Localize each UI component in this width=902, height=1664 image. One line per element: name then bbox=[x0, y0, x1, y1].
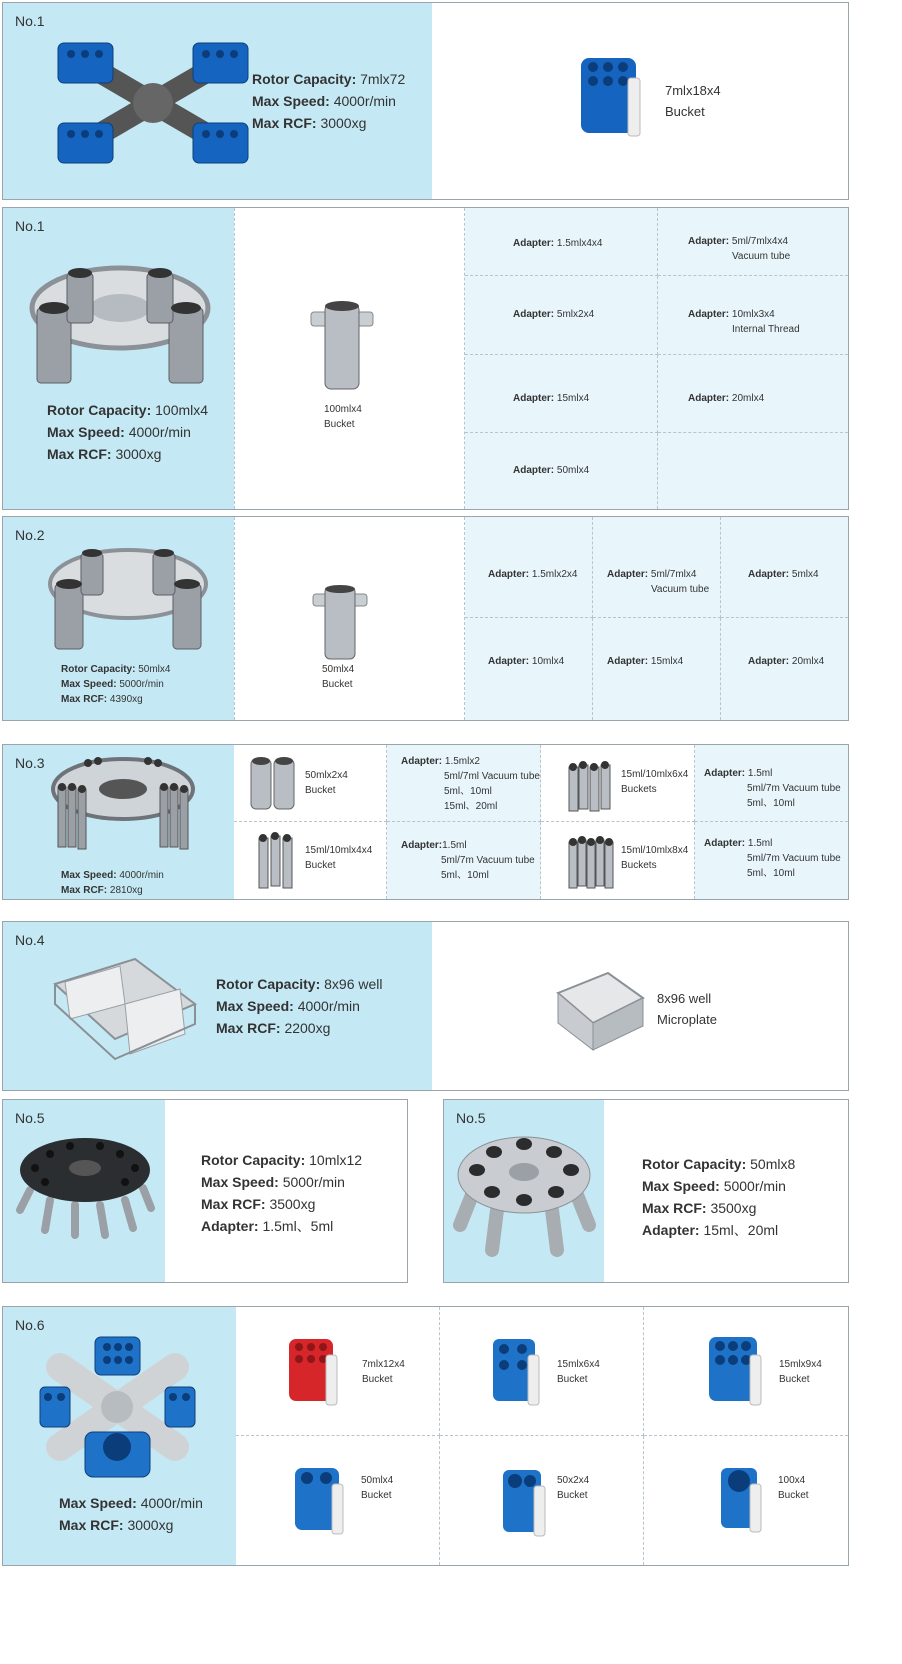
spec-rcf: Max RCF: 4390xg bbox=[61, 694, 143, 705]
adapter-label: Adapter: 1.5mlx2x4 bbox=[488, 569, 578, 580]
bucket-cell bbox=[541, 745, 695, 822]
blue-bucket-image bbox=[500, 1466, 548, 1538]
rotor-specs bbox=[59, 1492, 203, 1536]
adapter-label: Adapter: 1.5ml 5ml/7m Vacuum tube 5ml、10ml bbox=[704, 768, 841, 809]
rotor-section-4 bbox=[2, 744, 849, 900]
double-tube-bucket-image bbox=[248, 755, 298, 811]
multi-tube-bucket-image bbox=[567, 757, 613, 813]
bucket-caption: 100x4 Bucket bbox=[778, 1475, 809, 1501]
bucket-caption: 15mlx9x4 Bucket bbox=[779, 1359, 822, 1385]
adapter-cell bbox=[465, 433, 658, 509]
adapter-label: Adapter: 10mlx3x4 Internal Thread bbox=[688, 309, 800, 335]
blue-bucket-image bbox=[706, 1333, 764, 1407]
spec-capacity: Rotor Capacity: 50mlx4 bbox=[61, 664, 171, 675]
bucket-caption: 7mlx18x4 Bucket bbox=[665, 83, 721, 119]
red-bucket-image bbox=[286, 1335, 341, 1407]
adapter-cell bbox=[465, 276, 658, 355]
rotor-section-5 bbox=[2, 921, 849, 1091]
rotor-number: No.1 bbox=[15, 13, 45, 29]
rotor-info-panel bbox=[3, 3, 432, 199]
bucket-cell bbox=[236, 1436, 440, 1565]
spec-rcf: Max RCF: 3500xg bbox=[642, 1200, 757, 1216]
bucket-cell bbox=[644, 1436, 848, 1565]
rotor-section-6b bbox=[443, 1099, 849, 1283]
plate-caption: 8x96 well Microplate bbox=[657, 991, 717, 1027]
spec-speed: Max Speed: 4000r/min bbox=[59, 1495, 203, 1511]
rotor-info-panel bbox=[3, 208, 234, 509]
bucket-caption: 7mlx12x4 Bucket bbox=[362, 1359, 405, 1385]
adapter-cell bbox=[721, 517, 848, 618]
adapter-cell bbox=[658, 276, 848, 355]
spec-speed: Max Speed: 4000r/min bbox=[252, 93, 396, 109]
rotor-specs bbox=[252, 68, 405, 134]
spec-rcf: Max RCF: 3000xg bbox=[252, 115, 367, 131]
bucket-caption: 50mlx2x4 Bucket bbox=[305, 770, 348, 796]
adapter-label: Adapter: 10mlx4 bbox=[488, 656, 565, 667]
multi-tube-bucket-image bbox=[256, 830, 296, 890]
microplate-rotor-image bbox=[45, 944, 205, 1074]
adapter-label: Adapter:1.5ml 5ml/7m Vacuum tube 5ml、10ml bbox=[401, 840, 535, 881]
adapter-label: Adapter: 5mlx2x4 bbox=[513, 309, 595, 320]
rotor-section-1 bbox=[2, 2, 849, 200]
multi-tube-bucket-image bbox=[567, 832, 619, 890]
rotor-section-3 bbox=[2, 516, 849, 721]
angle-rotor-image bbox=[15, 1130, 155, 1250]
rotor-section-7 bbox=[2, 1306, 849, 1566]
adapter-cell bbox=[465, 208, 658, 276]
adapter-label: Adapter: 5mlx4 bbox=[748, 569, 819, 580]
bucket-cell bbox=[234, 745, 387, 822]
rotor-number: No.1 bbox=[15, 218, 45, 234]
adapter-cell-empty bbox=[658, 433, 848, 509]
rotor-specs bbox=[47, 399, 208, 465]
rotor-number: No.2 bbox=[15, 527, 45, 543]
spec-speed: Max Speed: 4000r/min bbox=[47, 424, 191, 440]
adapter-cell bbox=[658, 355, 848, 433]
spec-rcf: Max RCF: 3500xg bbox=[201, 1196, 316, 1212]
microplate-carrier-image bbox=[553, 968, 648, 1053]
bucket-cell bbox=[541, 822, 695, 899]
spec-rcf: Max RCF: 2200xg bbox=[216, 1020, 331, 1036]
adapter-label: Adapter: 5ml/7mlx4x4 Vacuum tube bbox=[688, 236, 791, 262]
spec-capacity: Rotor Capacity: 7mlx72 bbox=[252, 71, 406, 87]
bucket-caption: 15ml/10mlx4x4 Bucket bbox=[305, 845, 373, 871]
adapter-label: Adapter: 1.5mlx4x4 bbox=[513, 238, 603, 249]
rotor-specs bbox=[642, 1153, 795, 1241]
spec-speed: Max Speed: 4000r/min bbox=[61, 870, 164, 881]
adapter-cell bbox=[593, 618, 721, 720]
rotor-number: No.5 bbox=[15, 1110, 45, 1126]
spec-capacity: Rotor Capacity: 10mlx12 bbox=[201, 1152, 363, 1168]
bucket-caption: 50mlx4 Bucket bbox=[322, 664, 355, 690]
spec-adapter: Adapter: 1.5ml、5ml bbox=[201, 1218, 334, 1234]
rotor-info-panel bbox=[444, 1100, 604, 1282]
rotor-info-panel bbox=[3, 1100, 165, 1282]
adapter-cell bbox=[695, 745, 848, 822]
spec-rcf: Max RCF: 3000xg bbox=[59, 1517, 174, 1533]
bucket-caption: 100mlx4 Bucket bbox=[324, 404, 362, 430]
steel-bucket-image bbox=[310, 582, 370, 662]
rotor-number: No.6 bbox=[15, 1317, 45, 1333]
bucket-cell bbox=[234, 517, 465, 720]
bucket-caption: 15mlx6x4 Bucket bbox=[557, 1359, 600, 1385]
spec-speed: Max Speed: 4000r/min bbox=[216, 998, 360, 1014]
rotor-specs bbox=[216, 973, 383, 1039]
adapter-label: Adapter: 5ml/7mlx4 Vacuum tube bbox=[607, 569, 710, 595]
spec-speed: Max Speed: 5000r/min bbox=[201, 1174, 345, 1190]
swing-rotor-image bbox=[43, 539, 213, 664]
adapter-label: Adapter: 15mlx4 bbox=[513, 393, 590, 404]
angle-rotor-image bbox=[452, 1130, 597, 1270]
blue-bucket-image bbox=[576, 53, 646, 143]
swing-rotor-blue-buckets-image bbox=[35, 1332, 200, 1482]
adapter-label: Adapter: 20mlx4 bbox=[688, 393, 765, 404]
adapter-cell bbox=[695, 822, 848, 899]
adapter-label: Adapter: 1.5ml 5ml/7m Vacuum tube 5ml、10ml bbox=[704, 838, 841, 879]
adapter-cell bbox=[465, 355, 658, 433]
blue-bucket-image bbox=[490, 1335, 542, 1407]
spec-speed: Max Speed: 5000r/min bbox=[642, 1178, 786, 1194]
rotor-info-panel bbox=[3, 745, 234, 899]
adapter-label: Adapter: 20mlx4 bbox=[748, 656, 825, 667]
rotor-number: No.5 bbox=[456, 1110, 486, 1126]
steel-bucket-image bbox=[307, 298, 377, 393]
adapter-label: Adapter: 50mlx4 bbox=[513, 465, 590, 476]
adapter-cell bbox=[387, 822, 541, 899]
bucket-cell bbox=[440, 1307, 644, 1436]
bucket-cell bbox=[440, 1436, 644, 1565]
spec-capacity: Rotor Capacity: 100mlx4 bbox=[47, 402, 209, 418]
rotor-specs bbox=[201, 1149, 362, 1237]
adapter-cell bbox=[593, 517, 721, 618]
bucket-caption: 15ml/10mlx8x4 Buckets bbox=[621, 845, 689, 871]
blue-bucket-image bbox=[718, 1464, 764, 1534]
bucket-cell bbox=[234, 822, 387, 899]
spec-speed: Max Speed: 5000r/min bbox=[61, 679, 164, 690]
adapter-label: Adapter: 15mlx4 bbox=[607, 656, 684, 667]
multi-tube-rotor-image bbox=[48, 749, 198, 864]
swing-rotor-image bbox=[53, 28, 253, 178]
rotor-section-6a bbox=[2, 1099, 408, 1283]
adapter-cell bbox=[465, 618, 593, 720]
rotor-number: No.4 bbox=[15, 932, 45, 948]
adapter-cell bbox=[721, 618, 848, 720]
bucket-cell bbox=[644, 1307, 848, 1436]
adapter-cell bbox=[658, 208, 848, 276]
bucket-cell bbox=[236, 1307, 440, 1436]
rotor-section-2 bbox=[2, 207, 849, 510]
spec-rcf: Max RCF: 2810xg bbox=[61, 885, 143, 896]
adapter-cell bbox=[465, 517, 593, 618]
rotor-info-panel bbox=[3, 922, 432, 1090]
blue-bucket-image bbox=[292, 1464, 347, 1536]
spec-capacity: Rotor Capacity: 50mlx8 bbox=[642, 1156, 796, 1172]
adapter-label: Adapter: 1.5mlx2 5ml/7ml Vacuum tube 5ml、10ml 15ml、20ml bbox=[401, 756, 540, 812]
rotor-info-panel bbox=[3, 1307, 236, 1565]
bucket-cell bbox=[234, 208, 465, 509]
bucket-caption: 50x2x4 Bucket bbox=[557, 1475, 590, 1501]
rotor-specs bbox=[61, 868, 164, 898]
rotor-specs bbox=[61, 662, 170, 707]
bucket-caption: 50mlx4 Bucket bbox=[361, 1475, 394, 1501]
spec-rcf: Max RCF: 3000xg bbox=[47, 446, 162, 462]
adapter-cell bbox=[387, 745, 541, 822]
rotor-number: No.3 bbox=[15, 755, 45, 771]
bucket-caption: 15ml/10mlx6x4 Buckets bbox=[621, 769, 689, 795]
rotor-info-panel bbox=[3, 517, 234, 720]
spec-capacity: Rotor Capacity: 8x96 well bbox=[216, 976, 383, 992]
swing-rotor-image bbox=[25, 253, 215, 403]
spec-adapter: Adapter: 15ml、20ml bbox=[642, 1222, 779, 1238]
